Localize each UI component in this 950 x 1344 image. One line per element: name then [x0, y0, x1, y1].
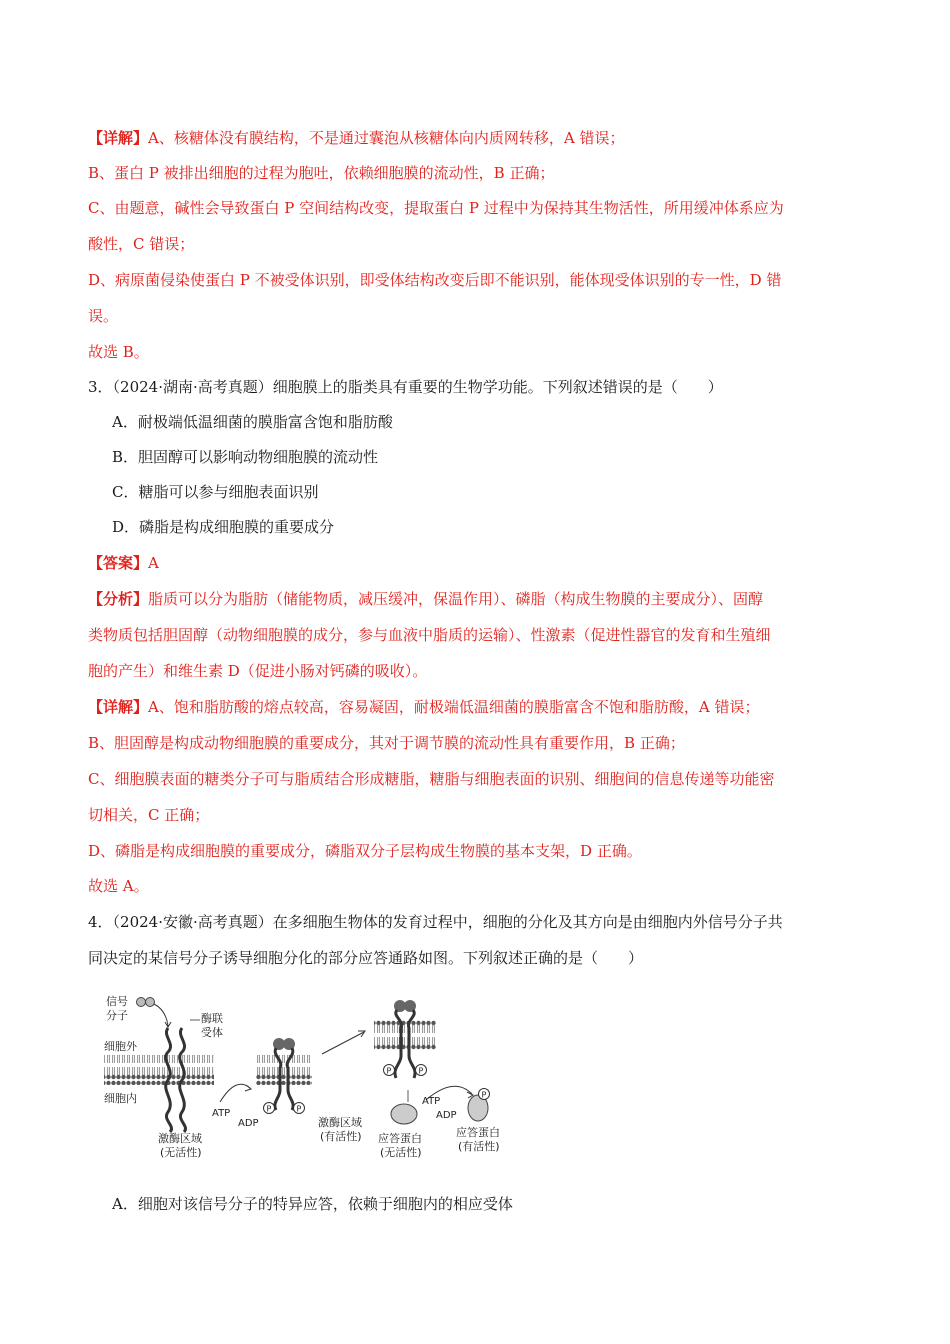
response-protein-inactive — [391, 1104, 417, 1124]
q3-option-a: A．耐极端低温细菌的膜脂富含饱和脂肪酸 — [112, 413, 393, 431]
svg-text:P: P — [296, 1104, 302, 1114]
svg-text:受体: 受体 — [201, 1026, 223, 1039]
svg-text:(有活性): (有活性) — [320, 1130, 362, 1143]
q2-conclusion: 故选 B。 — [88, 343, 149, 361]
svg-text:(无活性): (无活性) — [380, 1146, 422, 1159]
q3-conclusion: 故选 A。 — [88, 877, 149, 895]
q3-analysis-line2: 类物质包括胆固醇（动物细胞膜的成分，参与血液中脂质的运输）、性激素（促进性器官的发育和生殖细 — [88, 626, 771, 644]
svg-text:ADP: ADP — [436, 1110, 457, 1121]
label-enzyme-receptor: 酶联 — [201, 1012, 223, 1025]
label-kinase-inactive: 激酶区域 — [158, 1132, 202, 1145]
q3-detail-d: D、磷脂是构成细胞膜的重要成分，磷脂双分子层构成生物膜的基本支架，D 正确。 — [88, 842, 642, 860]
q2-detail-c-line2: 酸性，C 错误； — [88, 235, 195, 253]
svg-text:ADP: ADP — [238, 1118, 259, 1129]
q3-option-c: C．糖脂可以参与细胞表面识别 — [112, 483, 319, 501]
signal-molecule-icon — [137, 998, 146, 1007]
q3-detail-c-line1: C、细胞膜表面的糖类分子可与脂质结合形成糖脂，糖脂与细胞表面的识别、细胞间的信息传递等功能密 — [88, 770, 775, 788]
q3-analysis-line1: 【分析】脂质可以分为脂肪（储能物质，减压缓冲，保温作用）、磷脂（构成生物膜的主要成分）、固醇 — [88, 590, 764, 608]
svg-text:P: P — [418, 1066, 424, 1076]
q2-detail-c-line1: C、由题意，碱性会导致蛋白 P 空间结构改变，提取蛋白 P 过程中为保持其生物活性，所用缓冲体系应为 — [88, 199, 784, 217]
q4-stem-line2: 同决定的某信号分子诱导细胞分化的部分应答通路如图。下列叙述正确的是（ ） — [88, 949, 644, 967]
svg-text:(有活性): (有活性) — [458, 1140, 500, 1153]
q3-answer: 【答案】A — [88, 554, 159, 572]
label-response-active: 应答蛋白 — [456, 1126, 500, 1139]
label-inside: 细胞内 — [104, 1092, 137, 1105]
svg-text:P: P — [266, 1104, 272, 1114]
label-signal-molecule: 信号 — [106, 995, 128, 1008]
svg-text:ATP: ATP — [212, 1108, 231, 1119]
q2-detail-d-line2: 误。 — [88, 307, 119, 325]
q2-detail-b: B、蛋白 P 被排出细胞的过程为胞吐，依赖细胞膜的流动性，B 正确； — [88, 164, 555, 182]
q2-detail-d-line1: D、病原菌侵染使蛋白 P 不被受体识别，即受体结构改变后即不能识别，能体现受体识别的专一性，D 错 — [88, 271, 782, 289]
membrane-2 — [256, 1055, 312, 1085]
q3-option-b: B．胆固醇可以影响动物细胞膜的流动性 — [112, 448, 379, 466]
q3-option-d: D．磷脂是构成细胞膜的重要成分 — [112, 518, 335, 536]
svg-text:P: P — [386, 1066, 392, 1076]
signal-pathway-figure — [96, 990, 526, 1170]
membrane-1 — [104, 1055, 214, 1085]
q4-stem-line1: 4．（2024·安徽·高考真题）在多细胞生物体的发育过程中，细胞的分化及其方向是由细胞内外信号分子共 — [88, 913, 783, 931]
svg-text:P: P — [481, 1090, 487, 1100]
svg-text:分子: 分子 — [106, 1009, 128, 1022]
membrane-3 — [374, 1020, 436, 1050]
q4-option-a: A．细胞对该信号分子的特异应答，依赖于细胞内的相应受体 — [112, 1195, 513, 1213]
svg-text:ATP: ATP — [422, 1096, 441, 1107]
q3-detail-b: B、胆固醇是构成动物细胞膜的重要成分，其对于调节膜的流动性具有重要作用，B 正确； — [88, 734, 685, 752]
svg-text:(无活性): (无活性) — [160, 1146, 202, 1159]
label-outside: 细胞外 — [104, 1040, 137, 1053]
label-kinase-active: 激酶区域 — [318, 1116, 362, 1129]
q3-detail-c-line2: 切相关，C 正确； — [88, 806, 210, 824]
q2-detail-a: 【详解】A、核糖体没有膜结构，不是通过囊泡从核糖体向内质网转移，A 错误； — [88, 129, 625, 147]
q3-detail-a: 【详解】A、饱和脂肪酸的熔点较高，容易凝固，耐极端低温细菌的膜脂富含不饱和脂肪酸，A 错误； — [88, 698, 760, 716]
q3-stem: 3．（2024·湖南·高考真题）细胞膜上的脂类具有重要的生物学功能。下列叙述错误的是（ ） — [88, 378, 723, 396]
q3-analysis-line3: 胞的产生）和维生素 D（促进小肠对钙磷的吸收）。 — [88, 662, 428, 680]
label-response-inactive: 应答蛋白 — [378, 1132, 422, 1145]
